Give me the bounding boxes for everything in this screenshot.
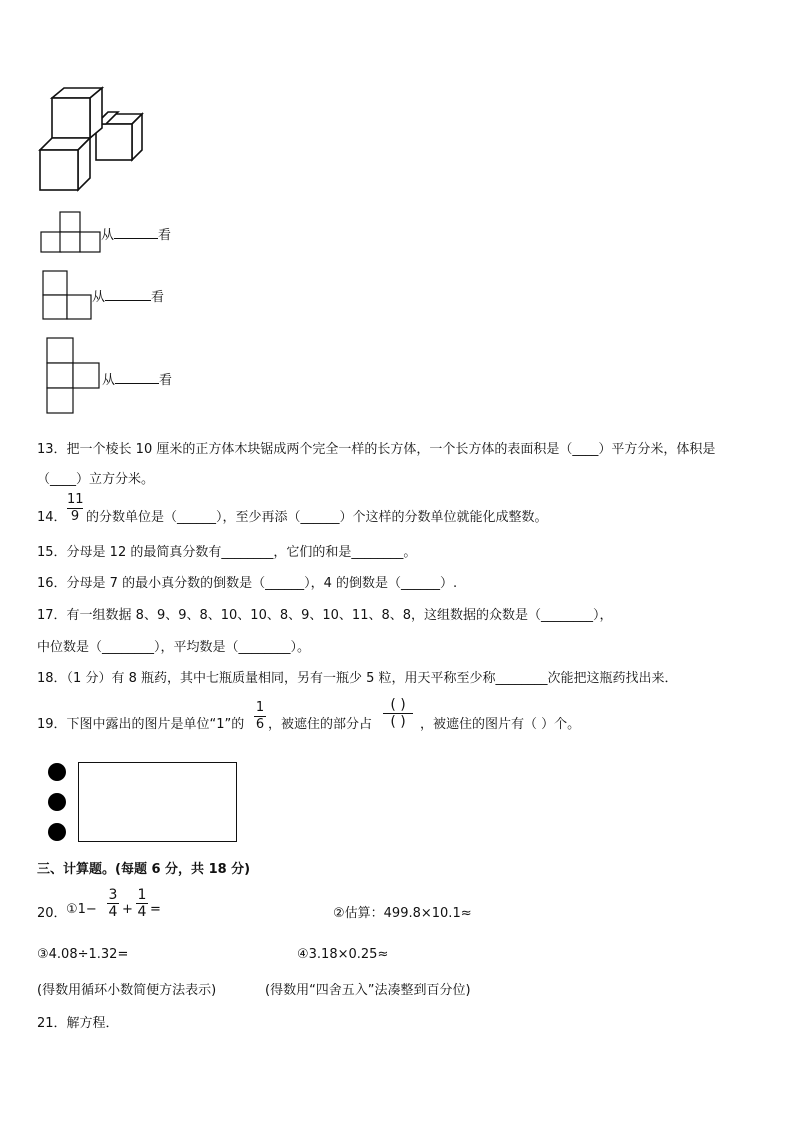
dot-icon <box>48 763 66 781</box>
q20-part4: ④3.18×0.25≈ <box>297 947 389 962</box>
dot-icon <box>48 823 66 841</box>
question-17-line1: 17．有一组数据 8、9、9、8、10、10、8、9、10、11、8、8，这组数据的众数是（________）， <box>37 608 613 623</box>
q20-part3: ③4.08÷1.32= <box>37 947 129 962</box>
answer-blank[interactable] <box>114 226 158 239</box>
blank-fraction[interactable]: ( ) ( ) <box>383 698 413 729</box>
view-figure-3 <box>46 337 102 415</box>
answer-blank[interactable] <box>105 288 151 301</box>
view-figure-2 <box>42 270 92 320</box>
view-figure-1 <box>40 211 102 254</box>
question-16: 16．分母是 7 的最小真分数的倒数是（______），4 的倒数是（______）. <box>37 576 458 591</box>
fraction-1-6: 1 6 <box>255 700 265 732</box>
section-heading: 三、计算题。(每题 6 分，共 18 分) <box>37 862 251 877</box>
plus-sign: + <box>122 902 133 917</box>
question-21: 21．解方程． <box>37 1016 119 1031</box>
view-label-1: 从 看 <box>101 228 172 243</box>
question-17-line2: 中位数是（________），平均数是（________）。 <box>37 640 311 655</box>
question-14-label: 14． <box>37 510 67 525</box>
question-13-line2: （____）立方分米。 <box>37 472 155 487</box>
question-14-text: 的分数单位是（______），至少再添（______）个这样的分数单位就能化成整数。 <box>86 510 548 525</box>
fraction-3-4: 3 4 <box>108 887 118 920</box>
q20-part2: ②估算：499.8×10.1≈ <box>333 906 472 921</box>
view-label-2: 从 看 <box>92 290 165 305</box>
view-label-3: 从 看 <box>102 373 173 388</box>
q20-part1-start: ①1− <box>66 902 97 917</box>
question-19-part2: ，被遮住的部分占 <box>268 717 373 732</box>
cube-stack-figure <box>36 86 148 194</box>
question-15: 15．分母是 12 的最简真分数有________，它们的和是________。 <box>37 545 417 560</box>
question-20-label: 20． <box>37 906 67 921</box>
q20-note1: (得数用循环小数简便方法表示) <box>37 983 217 998</box>
question-13-line1: 13．把一个棱长 10 厘米的正方体木块锯成两个完全一样的长方体，一个长方体的表面积是（____）平方分米，体积是 <box>37 442 716 457</box>
question-18: 18．（1 分）有 8 瓶药，其中七瓶质量相同，另有一瓶少 5 粒，用天平称至少称________次能把这瓶药找出来． <box>37 671 678 686</box>
fraction-11-9: 11 9 <box>67 492 84 524</box>
equals-sign: = <box>150 902 161 917</box>
question-19-part1: 19．下图中露出的图片是单位“1”的 <box>37 717 245 732</box>
fraction-1-4: 1 4 <box>137 887 147 920</box>
question-19-part3: ，被遮住的图片有（ ）个。 <box>420 717 581 732</box>
q20-note2: (得数用“四舍五入”法凑整到百分位) <box>265 983 471 998</box>
dot-icon <box>48 793 66 811</box>
covering-rectangle <box>78 762 237 842</box>
answer-blank[interactable] <box>115 371 159 384</box>
